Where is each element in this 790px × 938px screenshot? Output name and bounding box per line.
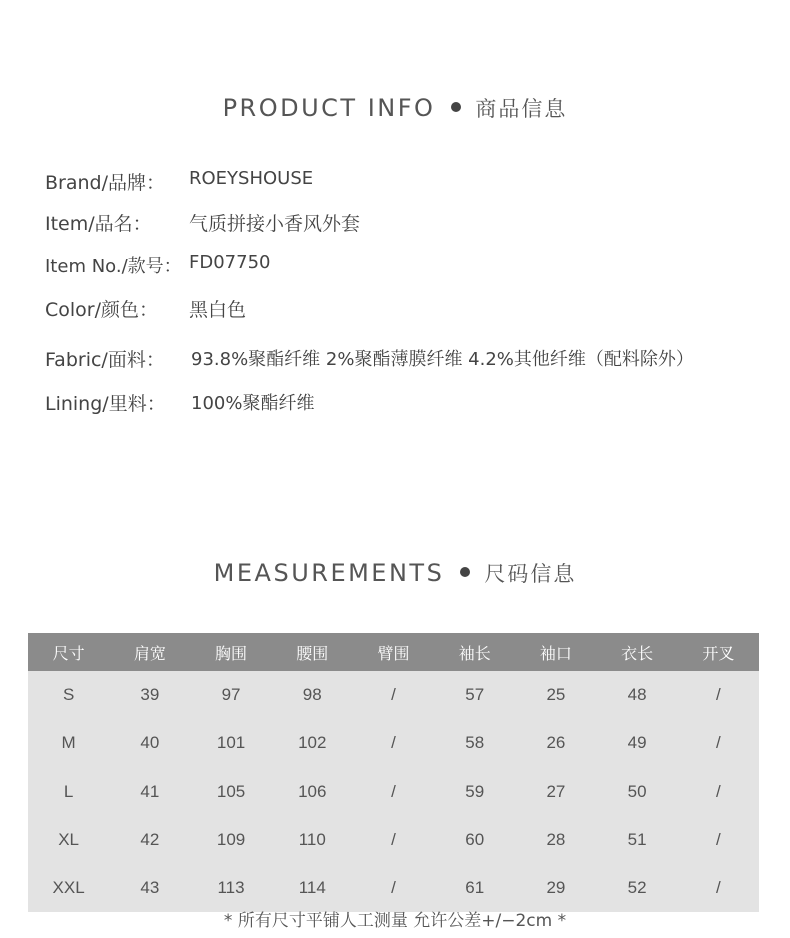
table-header-cell: 衣长 — [597, 633, 678, 671]
table-cell: 51 — [597, 816, 678, 864]
table-cell: 27 — [515, 768, 596, 816]
table-cell: 110 — [272, 816, 353, 864]
info-row-brand — [45, 168, 314, 195]
info-value: FD07750 — [189, 252, 271, 273]
table-cell: 114 — [272, 864, 353, 912]
table-header-cell: 腰围 — [272, 633, 353, 671]
size-table — [28, 633, 759, 912]
table-cell: 57 — [434, 671, 515, 719]
table-cell: 39 — [109, 671, 190, 719]
info-value: 100%聚酯纤维 — [191, 393, 315, 414]
table-cell: 25 — [515, 671, 596, 719]
table-cell: / — [678, 671, 759, 719]
table-cell: / — [678, 864, 759, 912]
info-row-lining — [45, 389, 315, 416]
table-cell: 98 — [272, 671, 353, 719]
table-cell: 58 — [434, 719, 515, 767]
table-cell: 42 — [109, 816, 190, 864]
table-header-row — [28, 633, 759, 671]
info-row-fabric — [45, 345, 694, 372]
table-cell: 43 — [109, 864, 190, 912]
table-cell: 49 — [597, 719, 678, 767]
product-info-title-en: PRODUCT INFO — [222, 94, 436, 122]
info-value: 93.8%聚酯纤维 2%聚酯薄膜纤维 4.2%其他纤维（配料除外） — [191, 349, 694, 370]
table-cell: / — [353, 816, 434, 864]
info-label: Fabric/面料： — [45, 349, 165, 371]
bullet-dot-icon — [460, 567, 470, 577]
table-cell: 61 — [434, 864, 515, 912]
table-cell: S — [28, 671, 109, 719]
table-cell: 102 — [272, 719, 353, 767]
table-cell: / — [353, 864, 434, 912]
bullet-dot-icon — [451, 102, 461, 112]
table-cell: 60 — [434, 816, 515, 864]
product-info-title-cn: 商品信息 — [475, 97, 568, 121]
table-cell: XXL — [28, 864, 109, 912]
table-cell: / — [678, 768, 759, 816]
table-cell: 113 — [190, 864, 271, 912]
info-label: Item No./款号： — [45, 256, 182, 277]
table-body — [28, 671, 759, 912]
measurements-title-en: MEASUREMENTS — [213, 559, 445, 587]
info-label: Lining/里料： — [45, 393, 166, 415]
measurements-title — [0, 558, 790, 588]
table-cell: 29 — [515, 864, 596, 912]
table-header-cell: 尺寸 — [28, 633, 109, 671]
table-cell: 97 — [190, 671, 271, 719]
table-cell: 26 — [515, 719, 596, 767]
table-cell: M — [28, 719, 109, 767]
table-row — [28, 671, 759, 719]
table-cell: 52 — [597, 864, 678, 912]
table-cell: 101 — [190, 719, 271, 767]
table-cell: 28 — [515, 816, 596, 864]
info-label: Item/品名： — [45, 213, 152, 235]
table-cell: 40 — [109, 719, 190, 767]
table-header-cell: 袖口 — [515, 633, 596, 671]
info-row-item-no — [45, 252, 271, 278]
table-header-cell: 肩宽 — [109, 633, 190, 671]
info-value: ROEYSHOUSE — [189, 168, 314, 189]
table-cell: 41 — [109, 768, 190, 816]
table-header-cell: 开叉 — [678, 633, 759, 671]
info-value: 气质拼接小香风外套 — [189, 213, 361, 235]
table-cell: / — [353, 768, 434, 816]
table-cell: / — [353, 671, 434, 719]
table-row — [28, 768, 759, 816]
info-row-color — [45, 295, 247, 322]
table-cell: L — [28, 768, 109, 816]
table-header-cell: 臂围 — [353, 633, 434, 671]
table-header-cell: 袖长 — [434, 633, 515, 671]
table-cell: 48 — [597, 671, 678, 719]
info-label: Brand/品牌： — [45, 172, 165, 194]
info-row-item — [45, 209, 361, 236]
info-value: 黑白色 — [189, 299, 247, 321]
table-header-cell: 胸围 — [190, 633, 271, 671]
table-cell: 105 — [190, 768, 271, 816]
table-cell: 50 — [597, 768, 678, 816]
measurement-footnote: * 所有尺寸平铺人工测量 允许公差+/−2cm * — [223, 911, 567, 931]
table-cell: 106 — [272, 768, 353, 816]
product-info-title — [0, 93, 790, 123]
table-cell: / — [678, 719, 759, 767]
table-row — [28, 816, 759, 864]
info-label: Color/颜色： — [45, 299, 159, 321]
table-cell: / — [678, 816, 759, 864]
table-row — [28, 719, 759, 767]
table-cell: 109 — [190, 816, 271, 864]
table-cell: 59 — [434, 768, 515, 816]
table-cell: / — [353, 719, 434, 767]
table-cell: XL — [28, 816, 109, 864]
measurements-title-cn: 尺码信息 — [484, 562, 577, 586]
